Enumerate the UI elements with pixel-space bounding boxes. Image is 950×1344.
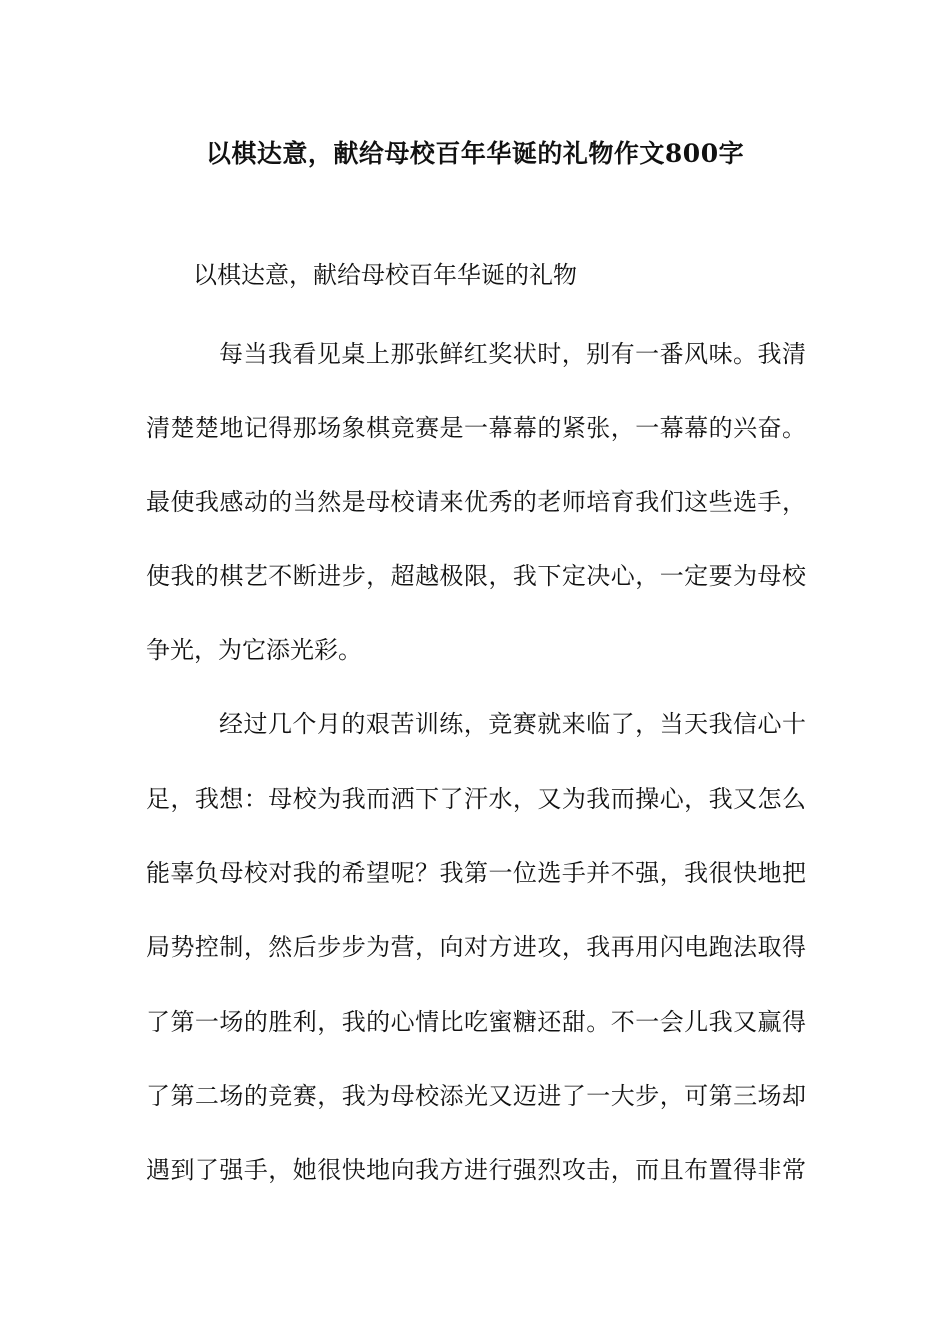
- paragraph-2-line-5: 了第一场的胜利，我的心情比吃蜜糖还甜。不一会儿我又赢得: [146, 1008, 806, 1036]
- paragraph-2-line-4: 局势控制，然后步步为营，向对方进攻，我再用闪电跑法取得: [146, 933, 806, 961]
- paragraph-2-line-7: 遇到了强手，她很快地向我方进行强烈攻击，而且布置得非常: [146, 1156, 806, 1184]
- paragraph-1-line-2: 清楚楚地记得那场象棋竞赛是一幕幕的紧张，一幕幕的兴奋。: [146, 414, 806, 442]
- paragraph-1-line-4: 使我的棋艺不断进步，超越极限，我下定决心，一定要为母校: [146, 562, 806, 590]
- paragraph-2-line-6: 了第二场的竞赛，我为母校添光又迈进了一大步，可第三场却: [146, 1082, 806, 1110]
- paragraph-1-line-5: 争光，为它添光彩。: [146, 636, 362, 664]
- paragraph-1-line-3: 最使我感动的当然是母校请来优秀的老师培育我们这些选手，: [146, 488, 806, 516]
- document-title: 以棋达意，献给母校百年华诞的礼物作文800字: [205, 139, 745, 168]
- essay-subtitle: 以棋达意，献给母校百年华诞的礼物: [193, 261, 577, 289]
- paragraph-1-line-1: 每当我看见桌上那张鲜红奖状时，别有一番风味。我清: [219, 340, 806, 368]
- paragraph-2-line-3: 能辜负母校对我的希望呢？我第一位选手并不强，我很快地把: [146, 859, 806, 887]
- paragraph-2-line-2: 足，我想：母校为我而洒下了汗水，又为我而操心，我又怎么: [146, 785, 806, 813]
- paragraph-2-line-1: 经过几个月的艰苦训练，竞赛就来临了，当天我信心十: [219, 710, 806, 738]
